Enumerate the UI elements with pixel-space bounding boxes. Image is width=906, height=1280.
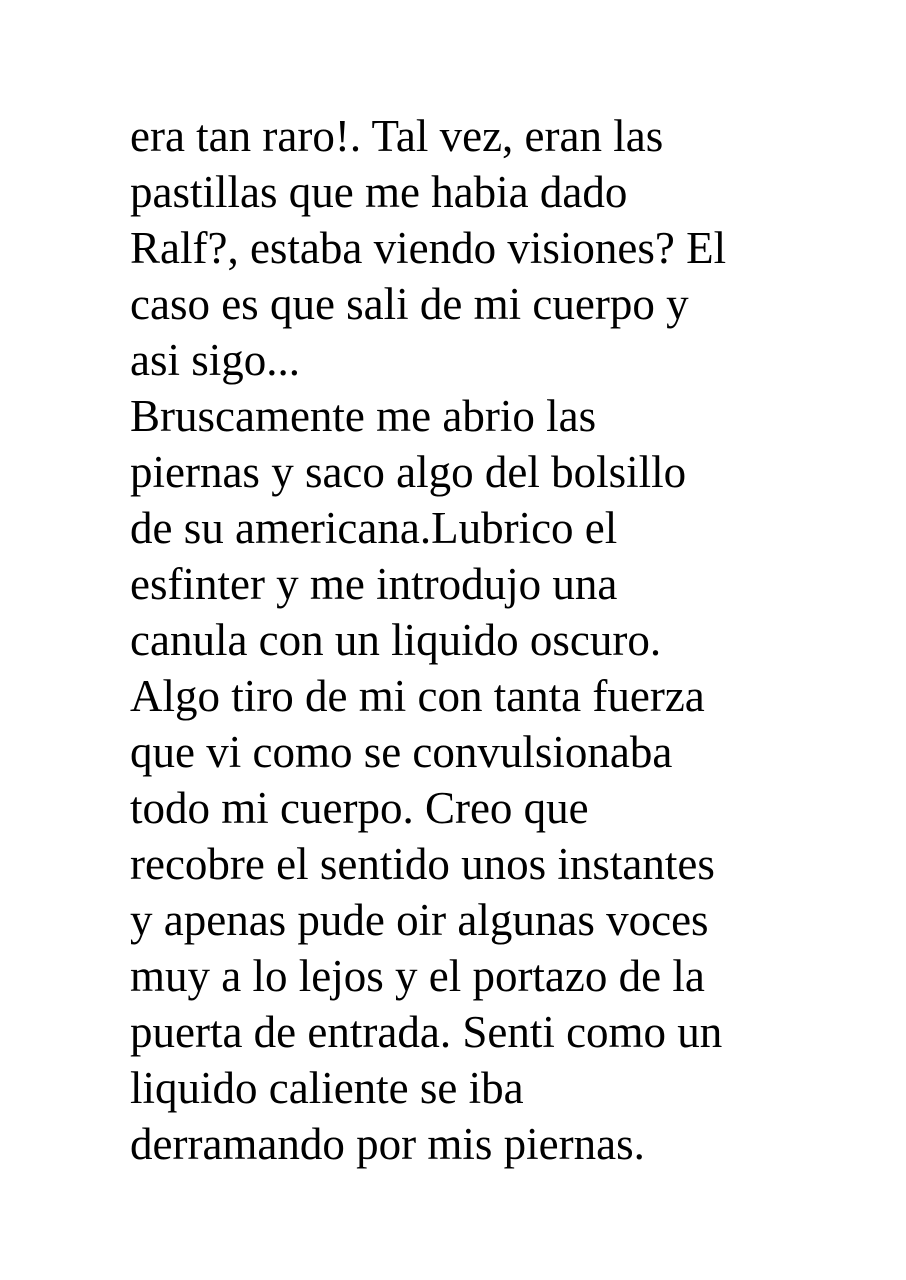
text-line: recobre el sentido unos instantes [130, 839, 715, 889]
text-line: asi sigo... [130, 335, 301, 385]
body-text [130, 108, 830, 1172]
text-line: que vi como se convulsionaba [130, 727, 673, 777]
text-line: liquido caliente se iba [130, 1063, 524, 1113]
text-line: todo mi cuerpo. Creo que [130, 783, 589, 833]
text-line: esfinter y me introdujo una [130, 559, 618, 609]
text-line: de su americana.Lubrico el [130, 503, 618, 553]
text-line: Algo tiro de mi con tanta fuerza [130, 671, 705, 721]
text-line: puerta de entrada. Senti como un [130, 1007, 723, 1057]
text-line: era tan raro!. Tal vez, eran las [130, 111, 664, 161]
text-line: muy a lo lejos y el portazo de la [130, 951, 705, 1001]
text-line: pastillas que me habia dado [130, 167, 628, 217]
text-line: y apenas pude oir algunas voces [130, 895, 709, 945]
text-line: caso es que sali de mi cuerpo y [130, 279, 689, 329]
text-line: Ralf?, estaba viendo visiones? El [130, 223, 727, 273]
text-line: canula con un liquido oscuro. [130, 615, 662, 665]
text-line: derramando por mis piernas. [130, 1119, 645, 1169]
text-line: Bruscamente me abrio las [130, 391, 597, 441]
text-line: piernas y saco algo del bolsillo [130, 447, 687, 497]
